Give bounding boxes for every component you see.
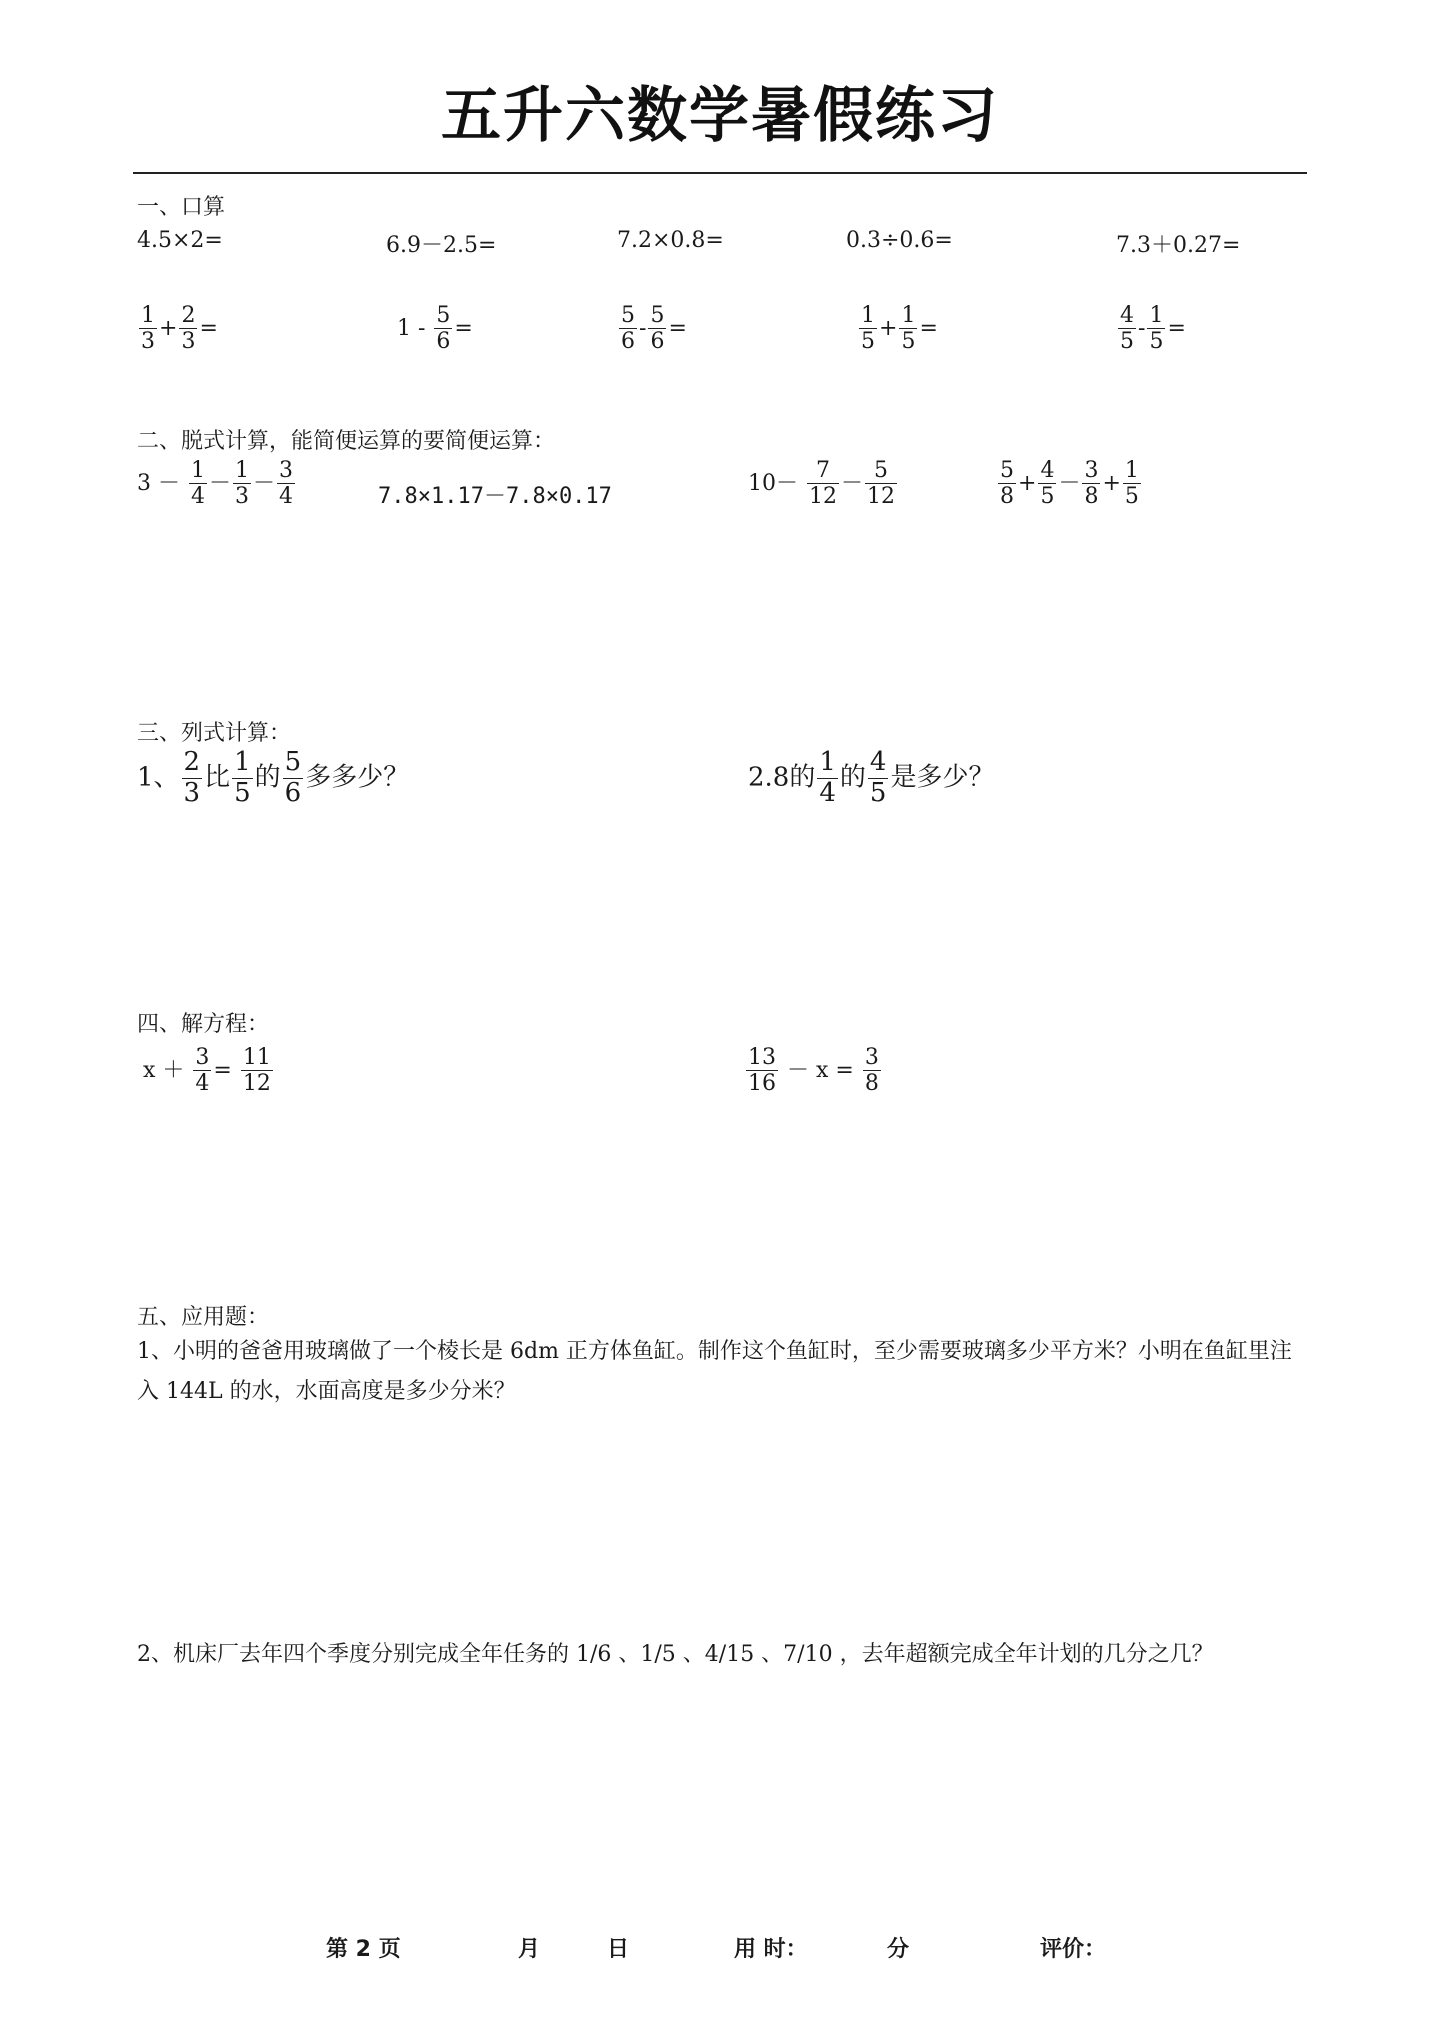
fraction: $\frac{13}{16}$ <box>748 1045 776 1097</box>
stepwise-problem-1: 3 － $\frac{1}{4}$ － $\frac{1}{3}$ － $\frac{3}{4}$ <box>137 458 294 510</box>
section-2-heading: 二、脱式计算，能简便运算的要简便运算： <box>137 429 556 454</box>
fraction: $\frac{1}{5}$ <box>234 747 251 808</box>
footer-day: 日 <box>607 1937 630 1962</box>
fraction: $\frac{1}{5}$ <box>861 303 875 355</box>
fraction-calc-item: $\frac{5}{6}$ - $\frac{5}{6}$ = <box>621 303 687 355</box>
fraction: $\frac{5}{12}$ <box>867 458 896 510</box>
fraction: $\frac{5}{6}$ <box>284 747 302 808</box>
word-calc-1: 1、 $\frac{2}{3}$ 比 $\frac{1}{5}$ 的 $\frac{5}{6}$ 多多少？ <box>137 747 410 808</box>
oral-calc-item: 0.3÷0.6= <box>846 228 953 253</box>
fraction: $\frac{5}{6}$ <box>436 303 451 355</box>
stepwise-problem-3: 10－ $\frac{7}{12}$ － $\frac{5}{12}$ <box>748 458 896 510</box>
fraction: $\frac{5}{6}$ <box>621 303 635 355</box>
section-4-heading: 四、解方程： <box>137 1012 270 1037</box>
section-3-heading: 三、列式计算： <box>137 721 292 746</box>
footer-minutes: 分 <box>887 1937 910 1962</box>
fraction: $\frac{3}{4}$ <box>195 1045 210 1097</box>
fraction: $\frac{11}{12}$ <box>242 1045 271 1097</box>
stepwise-problem-2: 7.8×1.17－7.8×0.17 <box>378 484 612 509</box>
oral-calc-item: 6.9－2.5= <box>386 233 497 258</box>
title-divider <box>133 172 1307 174</box>
fraction: $\frac{3}{4}$ <box>279 458 294 510</box>
equation-1: x ＋ $\frac{3}{4}$ = $\frac{11}{12}$ <box>143 1045 271 1097</box>
fraction: $\frac{1}{3}$ <box>235 458 250 510</box>
fraction: $\frac{4}{5}$ <box>1120 303 1134 355</box>
fraction-calc-item: 1 - $\frac{5}{6}$ = <box>397 303 473 355</box>
fraction: $\frac{1}{5}$ <box>1149 303 1164 355</box>
footer-evaluation: 评价： <box>1040 1937 1107 1962</box>
stepwise-problem-4: $\frac{5}{8}$ + $\frac{4}{5}$ － $\frac{3}{8}$ + $\frac{1}{5}$ <box>1000 458 1139 510</box>
fraction: $\frac{3}{8}$ <box>1084 458 1099 510</box>
fraction: $\frac{1}{3}$ <box>141 303 155 355</box>
fraction: $\frac{1}{5}$ <box>901 303 916 355</box>
footer-time-spent: 用 时： <box>734 1937 808 1962</box>
application-question-2: 2、机床厂去年四个季度分别完成全年任务的 1/6 、1/5 、4/15 、7/10 ，去年超额完成全年计划的几分之几？ <box>137 1642 1214 1667</box>
footer-page-number: 第 2 页 <box>326 1937 401 1962</box>
word-calc-2: 2.8的 $\frac{1}{4}$ 的 $\frac{4}{5}$ 是多少？ <box>748 747 995 808</box>
fraction: $\frac{5}{6}$ <box>650 303 665 355</box>
fraction: $\frac{4}{5}$ <box>869 747 887 808</box>
section-5-heading: 五、应用题： <box>137 1305 270 1330</box>
oral-calc-item: 7.2×0.8= <box>617 228 724 253</box>
fraction: $\frac{1}{4}$ <box>191 458 205 510</box>
fraction-calc-item: $\frac{4}{5}$ - $\frac{1}{5}$ = <box>1120 303 1186 355</box>
page-title: 五升六数学暑假练习 <box>441 81 999 151</box>
fraction-calc-item: $\frac{1}{3}$ + $\frac{2}{3}$ = <box>141 303 218 355</box>
application-question-1: 1、小明的爸爸用玻璃做了一个棱长是 6dm 正方体鱼缸。制作这个鱼缸时，至少需要玻璃多少平方米？小明在鱼缸里注入 144L 的水，水面高度是多少分米？ <box>137 1339 1292 1404</box>
fraction: $\frac{7}{12}$ <box>809 458 837 510</box>
fraction: $\frac{4}{5}$ <box>1040 458 1055 510</box>
fraction: $\frac{5}{8}$ <box>1000 458 1014 510</box>
equation-2: $\frac{13}{16}$ － x = $\frac{3}{8}$ <box>748 1045 879 1097</box>
fraction: $\frac{1}{5}$ <box>1124 458 1139 510</box>
oral-calc-item: 4.5×2= <box>137 228 223 253</box>
oral-calc-item: 7.3＋0.27= <box>1116 233 1241 258</box>
fraction: $\frac{2}{3}$ <box>181 303 196 355</box>
fraction: $\frac{3}{8}$ <box>864 1045 879 1097</box>
fraction: $\frac{2}{3}$ <box>183 747 201 808</box>
fraction: $\frac{1}{4}$ <box>819 747 836 808</box>
section-1-heading: 一、口算 <box>137 195 226 220</box>
footer-month: 月 <box>518 1937 541 1962</box>
fraction-calc-item: $\frac{1}{5}$ + $\frac{1}{5}$ = <box>861 303 938 355</box>
